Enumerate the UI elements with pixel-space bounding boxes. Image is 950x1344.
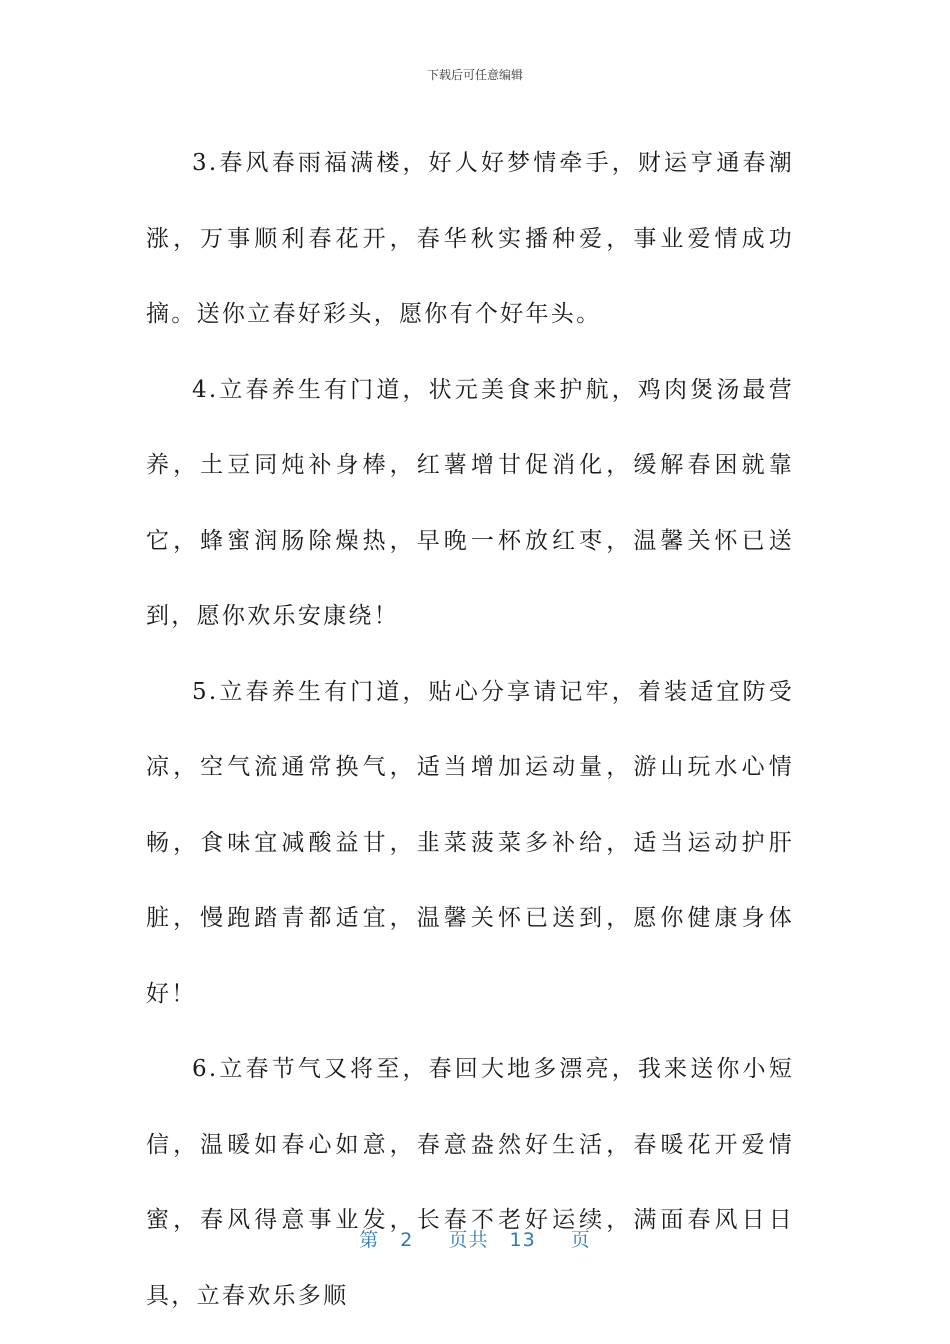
footer-suffix: 页 xyxy=(570,1229,591,1251)
document-body xyxy=(146,126,794,1334)
footer-current-page: 2 xyxy=(400,1229,414,1251)
page-footer xyxy=(0,1225,950,1252)
paragraph-3: 3.春风春雨福满楼，好人好梦情牵手，财运亨通春潮涨，万事顺利春花开，春华秋实播种爱，事业爱情成功摘。送你立春好彩头，愿你有个好年头。 xyxy=(146,150,794,327)
footer-middle: 页共 xyxy=(448,1229,489,1251)
footer-total-pages: 13 xyxy=(509,1229,536,1251)
paragraph-5: 5.立春养生有门道，贴心分享请记牢，着装适宜防受凉，空气流通常换气，适当增加运动量，游山玩水心情畅，食味宜减酸益甘，韭菜菠菜多补给，适当运动护肝脏，慢跑踏青都适宜，温馨关怀已送到，愿你健康身体好！ xyxy=(146,678,794,1007)
page-header-note: 下载后可任意编辑 xyxy=(426,68,523,82)
paragraph-6: 6.立春节气又将至，春回大地多漂亮，我来送你小短信，温暖如春心如意，春意盎然好生活，春暖花开爱情蜜，春风得意事业发，长春不老好运续，满面春风日日具，立春欢乐多顺 xyxy=(146,1056,794,1309)
footer-prefix: 第 xyxy=(359,1229,380,1251)
paragraph-4: 4.立春养生有门道，状元美食来护航，鸡肉煲汤最营养，土豆同炖补身棒，红薯增甘促消化，缓解春困就靠它，蜂蜜润肠除燥热，早晚一杯放红枣，温馨关怀已送到，愿你欢乐安康绕！ xyxy=(146,376,794,629)
